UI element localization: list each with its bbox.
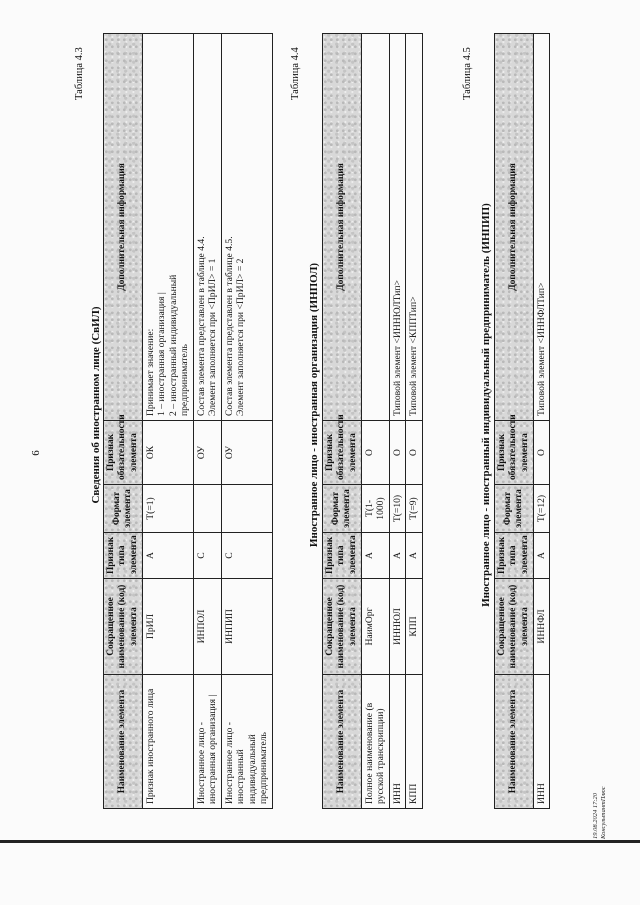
table-cell: ИНПОЛ <box>193 579 221 675</box>
table-cell: КПП <box>406 675 423 809</box>
header-cell: Признак типа элемента <box>495 533 534 579</box>
table-row <box>389 34 406 809</box>
table-cell: А <box>361 533 389 579</box>
header-cell: Дополнительная информация <box>495 34 534 421</box>
header-cell: Формат элемента <box>104 485 143 533</box>
table-4-4-title: Иностранное лицо - иностранная организация (ИНПОЛ) <box>308 262 320 548</box>
table-cell: ОУ <box>221 421 272 485</box>
header-cell: Признак типа элемента <box>323 533 362 579</box>
table-cell <box>221 485 272 533</box>
table-cell <box>142 34 193 421</box>
table-cell: ИННЮЛ <box>389 579 406 675</box>
table-4-5-caption: Таблица 4.5 <box>462 47 473 100</box>
table-4-4-header <box>323 34 362 809</box>
table-cell: Типовой элемент <ИННФЛТип> <box>533 34 550 421</box>
header-cell: Наименование элемента <box>495 675 534 809</box>
table-cell: ИНПИП <box>221 579 272 675</box>
stamp-date: 19.08.2024 17:20 <box>592 792 599 839</box>
table-row <box>221 34 272 809</box>
table-4-5-title: Иностранное лицо - иностранный индивидуальный предприниматель (ИНПИП) <box>480 203 492 607</box>
stamp-source: КонсультантПлюс <box>600 786 608 839</box>
table-cell: А <box>389 533 406 579</box>
page-margin-line <box>0 840 640 843</box>
table-cell: О <box>361 421 389 485</box>
header-cell: Сокращенное наименование (код) элемента <box>323 579 362 675</box>
table-cell: ИНН <box>389 675 406 809</box>
header-cell: Признак типа элемента <box>104 533 143 579</box>
header-cell: Наименование элемента <box>104 675 143 809</box>
table-4-3 <box>103 33 273 809</box>
table-cell: Иностранное лицо - иностранный индивидуальный предприниматель <box>221 675 272 809</box>
table-4-5-header <box>495 34 534 809</box>
table-row <box>533 34 550 809</box>
header-cell: Сокращенное наименование (код) элемента <box>495 579 534 675</box>
cell-line: Состав элемента представлен в таблице 4.4. <box>195 236 207 416</box>
table-cell: ПрИЛ <box>142 579 193 675</box>
table-row <box>193 34 221 809</box>
table-cell <box>361 34 389 421</box>
header-cell: Формат элемента <box>495 485 534 533</box>
table-cell: КПП <box>406 579 423 675</box>
table-cell: Типовой элемент <КППТип> <box>406 34 423 421</box>
header-cell: Признак обязательности элемента <box>495 421 534 485</box>
table-cell: ИННФЛ <box>533 579 550 675</box>
table-cell: О <box>389 421 406 485</box>
table-row <box>361 34 389 809</box>
header-cell: Дополнительная информация <box>323 34 362 421</box>
table-4-4 <box>322 33 423 809</box>
table-row <box>406 34 423 809</box>
table-cell: А <box>142 533 193 579</box>
table-cell: ИНН <box>533 675 550 809</box>
table-4-3-title: Сведения об иностранном лице (СвИЛ) <box>90 306 102 504</box>
table-cell: О <box>533 421 550 485</box>
cell-line: Элемент заполняется при <ПрИЛ> = 2 <box>235 258 247 416</box>
table-cell: О <box>406 421 423 485</box>
table-4-5 <box>494 33 550 809</box>
page-number: 6 <box>30 450 42 456</box>
table-cell: С <box>221 533 272 579</box>
table-cell: Типовой элемент <ИННЮЛТип> <box>389 34 406 421</box>
table-row <box>142 34 193 809</box>
table-cell: А <box>406 533 423 579</box>
cell-line: Принимает значение: <box>144 328 156 416</box>
header-cell: Наименование элемента <box>323 675 362 809</box>
header-cell: Сокращенное наименование (код) элемента <box>104 579 143 675</box>
cell-line: Элемент заполняется при <ПрИЛ> = 1 <box>207 258 219 416</box>
table-cell: T(=12) <box>533 485 550 533</box>
header-cell: Формат элемента <box>323 485 362 533</box>
cell-line: 2 – иностранный индивидуальный <box>167 274 179 416</box>
table-4-3-caption: Таблица 4.3 <box>74 47 85 100</box>
table-cell: Полное наименование (в русской транскрипции) <box>361 675 389 809</box>
table-cell: T(1-1000) <box>361 485 389 533</box>
table-cell <box>221 34 272 421</box>
cell-line: предприниматель <box>179 344 191 416</box>
table-cell: С <box>193 533 221 579</box>
table-4-3-header <box>104 34 143 809</box>
table-4-4-caption: Таблица 4.4 <box>290 47 301 100</box>
header-cell: Признак обязательности элемента <box>323 421 362 485</box>
table-cell <box>193 485 221 533</box>
table-cell: T(=1) <box>142 485 193 533</box>
table-cell: НаимОрг <box>361 579 389 675</box>
cell-line: 1 – иностранная организация | <box>156 292 168 416</box>
document-stamp <box>592 786 608 839</box>
header-cell: Дополнительная информация <box>104 34 143 421</box>
header-cell: Признак обязательности элемента <box>104 421 143 485</box>
table-cell: ОК <box>142 421 193 485</box>
table-cell: T(=9) <box>406 485 423 533</box>
table-cell <box>193 34 221 421</box>
table-cell: Иностранное лицо - иностранная организация | <box>193 675 221 809</box>
table-cell: А <box>533 533 550 579</box>
cell-line: Состав элемента представлен в таблице 4.5. <box>223 236 235 416</box>
table-cell: Признак иностранного лица <box>142 675 193 809</box>
table-cell: ОУ <box>193 421 221 485</box>
table-cell: T(=10) <box>389 485 406 533</box>
